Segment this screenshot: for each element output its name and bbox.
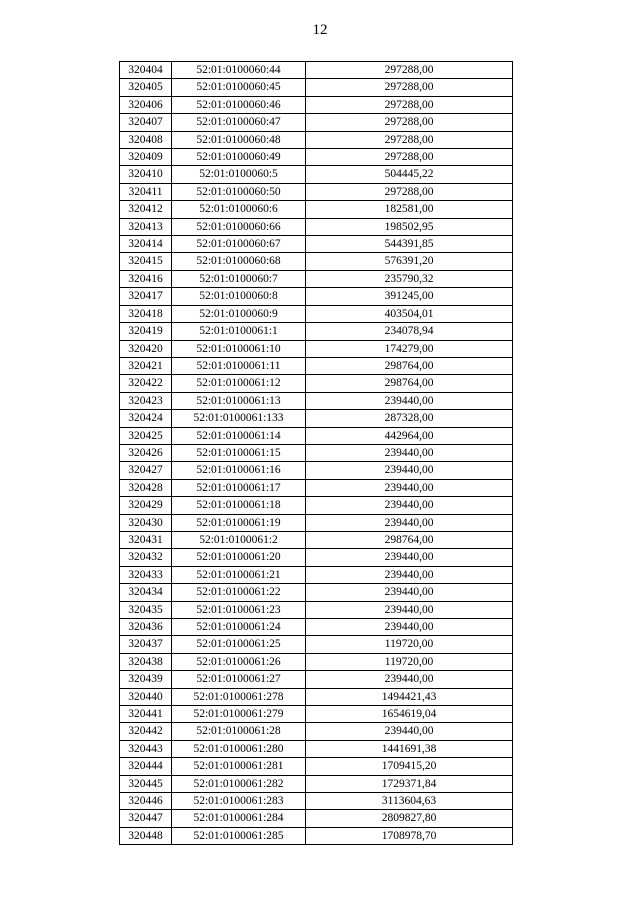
- cadastral-number-cell: 52:01:0100060:45: [172, 79, 306, 96]
- cadastral-number-cell: 52:01:0100061:133: [172, 410, 306, 427]
- table-row: [120, 479, 513, 496]
- row-number-cell: 320432: [120, 549, 172, 566]
- value-cell: 239440,00: [306, 444, 513, 461]
- value-cell: 576391,20: [306, 253, 513, 270]
- row-number-cell: 320411: [120, 183, 172, 200]
- value-cell: 234078,94: [306, 323, 513, 340]
- cadastral-number-cell: 52:01:0100061:23: [172, 601, 306, 618]
- cadastral-number-cell: 52:01:0100061:284: [172, 810, 306, 827]
- value-cell: 174279,00: [306, 340, 513, 357]
- table-row: [120, 96, 513, 113]
- row-number-cell: 320407: [120, 114, 172, 131]
- cadastral-number-cell: 52:01:0100061:11: [172, 357, 306, 374]
- value-cell: 298764,00: [306, 357, 513, 374]
- table-row: [120, 601, 513, 618]
- table-row: [120, 636, 513, 653]
- table-row: [120, 549, 513, 566]
- table-row: [120, 392, 513, 409]
- value-cell: 297288,00: [306, 149, 513, 166]
- table-row: [120, 653, 513, 670]
- page-number: 12: [312, 22, 328, 38]
- row-number-cell: 320421: [120, 357, 172, 374]
- cadastral-number-cell: 52:01:0100061:278: [172, 688, 306, 705]
- cadastral-number-cell: 52:01:0100060:49: [172, 149, 306, 166]
- value-cell: 1709415,20: [306, 758, 513, 775]
- value-cell: 297288,00: [306, 183, 513, 200]
- row-number-cell: 320426: [120, 444, 172, 461]
- cadastral-number-cell: 52:01:0100061:10: [172, 340, 306, 357]
- table-row: [120, 79, 513, 96]
- cadastral-number-cell: 52:01:0100061:1: [172, 323, 306, 340]
- cadastral-number-cell: 52:01:0100061:280: [172, 740, 306, 757]
- value-cell: 298764,00: [306, 531, 513, 548]
- cadastral-number-cell: 52:01:0100061:282: [172, 775, 306, 792]
- cadastral-number-cell: 52:01:0100060:66: [172, 218, 306, 235]
- value-cell: 298764,00: [306, 375, 513, 392]
- cadastral-number-cell: 52:01:0100061:283: [172, 793, 306, 810]
- row-number-cell: 320439: [120, 671, 172, 688]
- row-number-cell: 320442: [120, 723, 172, 740]
- row-number-cell: 320420: [120, 340, 172, 357]
- table-row: [120, 131, 513, 148]
- row-number-cell: 320413: [120, 218, 172, 235]
- row-number-cell: 320438: [120, 653, 172, 670]
- cadastral-number-cell: 52:01:0100060:67: [172, 236, 306, 253]
- value-cell: 403504,01: [306, 305, 513, 322]
- table-row: [120, 531, 513, 548]
- table-row: [120, 183, 513, 200]
- row-number-cell: 320422: [120, 375, 172, 392]
- row-number-cell: 320427: [120, 462, 172, 479]
- value-cell: 239440,00: [306, 479, 513, 496]
- table-row: [120, 236, 513, 253]
- value-cell: 119720,00: [306, 636, 513, 653]
- value-cell: 442964,00: [306, 427, 513, 444]
- value-cell: 544391,85: [306, 236, 513, 253]
- table-row: [120, 114, 513, 131]
- value-cell: 239440,00: [306, 619, 513, 636]
- table-row: [120, 671, 513, 688]
- value-cell: 504445,22: [306, 166, 513, 183]
- table-row: [120, 218, 513, 235]
- row-number-cell: 320406: [120, 96, 172, 113]
- table-row: [120, 619, 513, 636]
- table-row: [120, 201, 513, 218]
- cadastral-number-cell: 52:01:0100061:12: [172, 375, 306, 392]
- row-number-cell: 320433: [120, 566, 172, 583]
- row-number-cell: 320430: [120, 514, 172, 531]
- table-row: [120, 462, 513, 479]
- row-number-cell: 320443: [120, 740, 172, 757]
- table-row: [120, 514, 513, 531]
- table-row: [120, 740, 513, 757]
- value-cell: 1654619,04: [306, 706, 513, 723]
- table-row: [120, 758, 513, 775]
- row-number-cell: 320428: [120, 479, 172, 496]
- cadastral-number-cell: 52:01:0100061:285: [172, 827, 306, 844]
- value-cell: 239440,00: [306, 497, 513, 514]
- table-row: [120, 357, 513, 374]
- table-row: [120, 375, 513, 392]
- row-number-cell: 320431: [120, 531, 172, 548]
- row-number-cell: 320445: [120, 775, 172, 792]
- cadastral-number-cell: 52:01:0100061:2: [172, 531, 306, 548]
- table-row: [120, 340, 513, 357]
- row-number-cell: 320423: [120, 392, 172, 409]
- table-row: [120, 688, 513, 705]
- row-number-cell: 320440: [120, 688, 172, 705]
- cadastral-number-cell: 52:01:0100060:50: [172, 183, 306, 200]
- table-row: [120, 584, 513, 601]
- row-number-cell: 320418: [120, 305, 172, 322]
- row-number-cell: 320434: [120, 584, 172, 601]
- value-cell: 235790,32: [306, 270, 513, 287]
- row-number-cell: 320408: [120, 131, 172, 148]
- value-cell: 239440,00: [306, 514, 513, 531]
- table-row: [120, 270, 513, 287]
- row-number-cell: 320419: [120, 323, 172, 340]
- cadastral-value-table: [119, 61, 513, 845]
- value-cell: 198502,95: [306, 218, 513, 235]
- cadastral-number-cell: 52:01:0100061:14: [172, 427, 306, 444]
- cadastral-number-cell: 52:01:0100061:18: [172, 497, 306, 514]
- cadastral-number-cell: 52:01:0100061:17: [172, 479, 306, 496]
- row-number-cell: 320448: [120, 827, 172, 844]
- row-number-cell: 320414: [120, 236, 172, 253]
- table-row: [120, 288, 513, 305]
- cadastral-number-cell: 52:01:0100060:44: [172, 62, 306, 79]
- row-number-cell: 320405: [120, 79, 172, 96]
- row-number-cell: 320416: [120, 270, 172, 287]
- row-number-cell: 320446: [120, 793, 172, 810]
- table-row: [120, 706, 513, 723]
- value-cell: 239440,00: [306, 584, 513, 601]
- row-number-cell: 320409: [120, 149, 172, 166]
- cadastral-number-cell: 52:01:0100061:25: [172, 636, 306, 653]
- cadastral-number-cell: 52:01:0100061:21: [172, 566, 306, 583]
- value-cell: 297288,00: [306, 114, 513, 131]
- value-cell: 239440,00: [306, 723, 513, 740]
- table-row: [120, 723, 513, 740]
- cadastral-number-cell: 52:01:0100060:6: [172, 201, 306, 218]
- row-number-cell: 320436: [120, 619, 172, 636]
- cadastral-number-cell: 52:01:0100060:5: [172, 166, 306, 183]
- table-row: [120, 566, 513, 583]
- value-cell: 119720,00: [306, 653, 513, 670]
- table-row: [120, 62, 513, 79]
- cadastral-number-cell: 52:01:0100061:281: [172, 758, 306, 775]
- value-cell: 1494421,43: [306, 688, 513, 705]
- value-cell: 2809827,80: [306, 810, 513, 827]
- cadastral-number-cell: 52:01:0100060:8: [172, 288, 306, 305]
- value-cell: 239440,00: [306, 601, 513, 618]
- value-cell: 1729371,84: [306, 775, 513, 792]
- value-cell: 239440,00: [306, 566, 513, 583]
- table-row: [120, 427, 513, 444]
- cadastral-number-cell: 52:01:0100061:279: [172, 706, 306, 723]
- value-cell: 1708978,70: [306, 827, 513, 844]
- table-row: [120, 149, 513, 166]
- value-cell: 239440,00: [306, 549, 513, 566]
- value-cell: 297288,00: [306, 96, 513, 113]
- table-row: [120, 810, 513, 827]
- cadastral-number-cell: 52:01:0100061:24: [172, 619, 306, 636]
- row-number-cell: 320429: [120, 497, 172, 514]
- value-cell: 391245,00: [306, 288, 513, 305]
- cadastral-number-cell: 52:01:0100061:19: [172, 514, 306, 531]
- cadastral-number-cell: 52:01:0100060:7: [172, 270, 306, 287]
- row-number-cell: 320425: [120, 427, 172, 444]
- row-number-cell: 320447: [120, 810, 172, 827]
- cadastral-number-cell: 52:01:0100061:15: [172, 444, 306, 461]
- row-number-cell: 320441: [120, 706, 172, 723]
- cadastral-number-cell: 52:01:0100060:48: [172, 131, 306, 148]
- row-number-cell: 320435: [120, 601, 172, 618]
- cadastral-number-cell: 52:01:0100060:68: [172, 253, 306, 270]
- table-row: [120, 323, 513, 340]
- cadastral-number-cell: 52:01:0100060:9: [172, 305, 306, 322]
- table-row: [120, 305, 513, 322]
- value-cell: 182581,00: [306, 201, 513, 218]
- table-row: [120, 497, 513, 514]
- table-row: [120, 253, 513, 270]
- value-cell: 297288,00: [306, 131, 513, 148]
- table-row: [120, 793, 513, 810]
- value-cell: 1441691,38: [306, 740, 513, 757]
- table-row: [120, 827, 513, 844]
- row-number-cell: 320424: [120, 410, 172, 427]
- value-cell: 239440,00: [306, 671, 513, 688]
- cadastral-number-cell: 52:01:0100061:13: [172, 392, 306, 409]
- row-number-cell: 320410: [120, 166, 172, 183]
- cadastral-number-cell: 52:01:0100061:26: [172, 653, 306, 670]
- cadastral-number-cell: 52:01:0100061:20: [172, 549, 306, 566]
- value-cell: 297288,00: [306, 62, 513, 79]
- row-number-cell: 320404: [120, 62, 172, 79]
- row-number-cell: 320415: [120, 253, 172, 270]
- row-number-cell: 320412: [120, 201, 172, 218]
- table-row: [120, 775, 513, 792]
- table-row: [120, 410, 513, 427]
- value-cell: 287328,00: [306, 410, 513, 427]
- cadastral-number-cell: 52:01:0100060:47: [172, 114, 306, 131]
- value-cell: 3113604,63: [306, 793, 513, 810]
- table-row: [120, 166, 513, 183]
- row-number-cell: 320417: [120, 288, 172, 305]
- cadastral-number-cell: 52:01:0100061:16: [172, 462, 306, 479]
- cadastral-number-cell: 52:01:0100061:27: [172, 671, 306, 688]
- value-cell: 297288,00: [306, 79, 513, 96]
- table-row: [120, 444, 513, 461]
- cadastral-number-cell: 52:01:0100061:28: [172, 723, 306, 740]
- row-number-cell: 320444: [120, 758, 172, 775]
- cadastral-number-cell: 52:01:0100061:22: [172, 584, 306, 601]
- value-cell: 239440,00: [306, 392, 513, 409]
- row-number-cell: 320437: [120, 636, 172, 653]
- cadastral-number-cell: 52:01:0100060:46: [172, 96, 306, 113]
- table-body: [120, 62, 513, 845]
- value-cell: 239440,00: [306, 462, 513, 479]
